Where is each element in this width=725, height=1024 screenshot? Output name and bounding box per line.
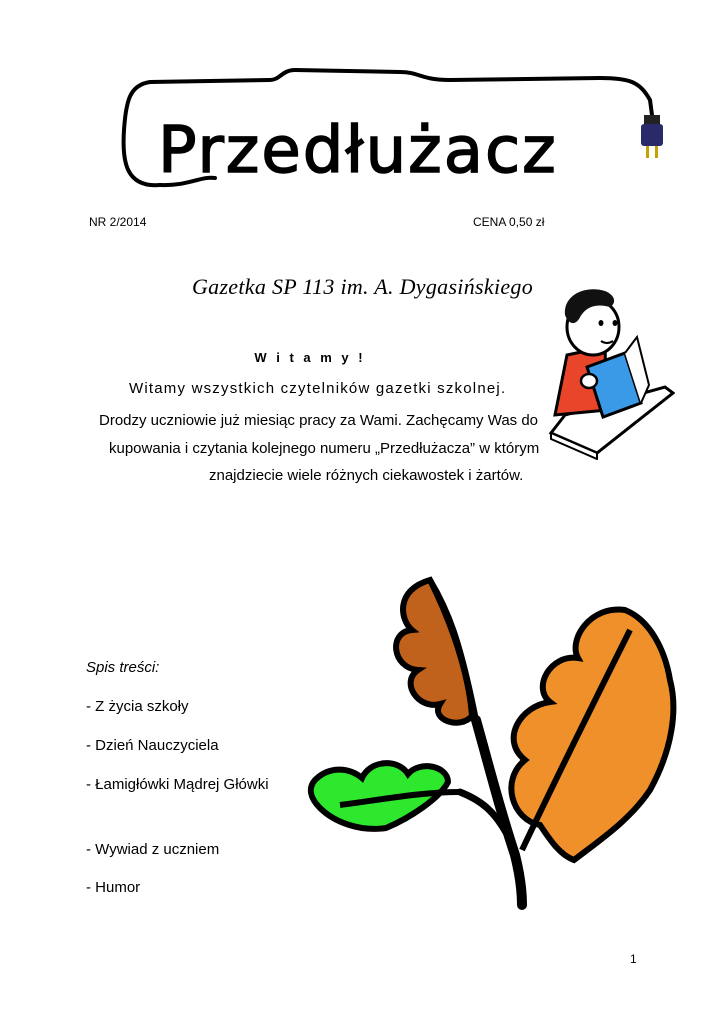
greeting-heading: W i t a m y ! [254,350,366,365]
autumn-leaves-illustration [300,570,680,910]
toc-item: - Z życia szkoły [86,698,189,715]
intro-line-3: kupowania i czytania kolejnego numeru „Przedłużacza” w którym [109,440,540,457]
toc-item: - Łamigłówki Mądrej Główki [86,776,269,793]
issue-price: CENA 0,50 zł [473,215,545,229]
toc-item: - Humor [86,879,141,896]
toc-item: - Wywiad z uczniem [86,841,220,858]
page-number: 1 [630,952,637,966]
toc-title: Spis treści: [86,659,160,676]
toc-item: - Dzień Nauczyciela [86,737,219,754]
reading-boy-illustration [545,285,675,460]
intro-line-4: znajdziecie wiele różnych ciekawostek i żartów. [209,467,524,484]
plug-icon [641,115,663,158]
intro-line-1: Witamy wszystkich czytelników gazetki szkolnej. [129,380,507,397]
issue-number: NR 2/2014 [89,215,147,229]
newspaper-subtitle: Gazetka SP 113 im. A. Dygasińskiego [191,274,534,299]
masthead-title: Przedłużacz [158,114,558,188]
intro-line-2: Drodzy uczniowie już miesiąc pracy za Wami. Zachęcamy Was do [99,412,539,429]
masthead-logo [120,60,680,200]
